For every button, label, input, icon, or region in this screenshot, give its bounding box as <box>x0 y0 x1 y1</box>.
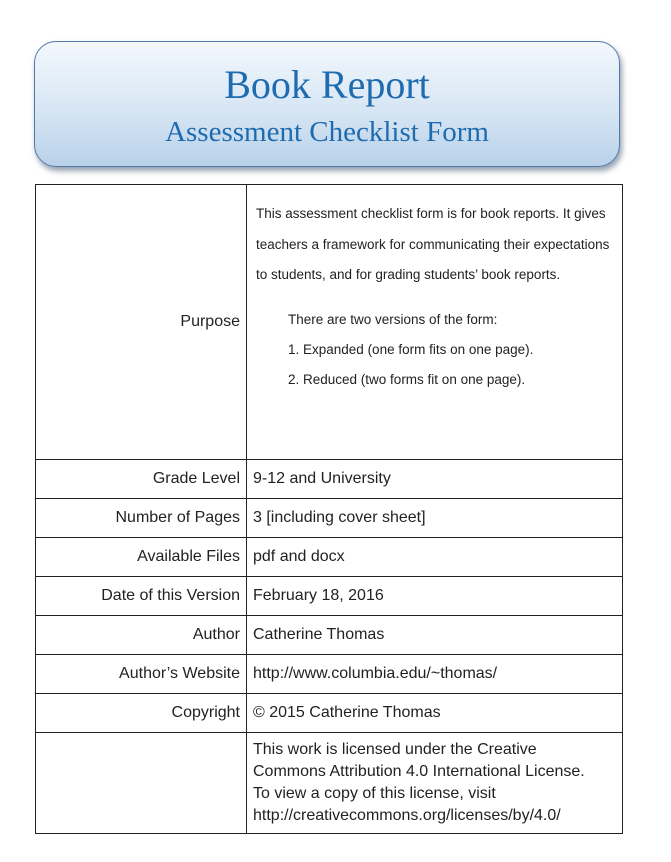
row-label: Grade Level <box>36 460 247 499</box>
row-label: Date of this Version <box>36 577 247 616</box>
row-value: Catherine Thomas <box>247 616 623 655</box>
versions-block <box>288 305 622 395</box>
table-row-authors-website <box>36 655 623 694</box>
license-link[interactable]: http://creativecommons.org/licenses/by/4.0/ <box>253 807 561 824</box>
table-row-copyright <box>36 694 623 733</box>
license-label-empty <box>36 733 247 834</box>
document-title: Book Report <box>224 62 430 107</box>
license-text <box>253 737 622 829</box>
row-value: pdf and docx <box>247 538 623 577</box>
license-line: This work is licensed under the Creative <box>253 741 537 758</box>
row-value: 3 [including cover sheet] <box>247 499 623 538</box>
table-row-available-files <box>36 538 623 577</box>
table-row-author <box>36 616 623 655</box>
row-value: © 2015 Catherine Thomas <box>247 694 623 733</box>
table-row-grade-level <box>36 460 623 499</box>
info-table <box>35 184 623 834</box>
version-item: 1. Expanded (one form fits on one page). <box>288 341 534 357</box>
row-label: Author’s Website <box>36 655 247 694</box>
title-banner <box>34 41 620 167</box>
purpose-cell <box>247 185 623 460</box>
row-label: Number of Pages <box>36 499 247 538</box>
document-subtitle: Assessment Checklist Form <box>165 116 489 148</box>
table-row-purpose <box>36 185 623 460</box>
table-row-license <box>36 733 623 834</box>
table-row-number-of-pages <box>36 499 623 538</box>
purpose-description: This assessment checklist form is for book reports. It gives teachers a framework for communicating their expectations to students, and for grading students’ book reports. <box>256 206 610 282</box>
license-line: To view a copy of this license, visit <box>253 785 496 802</box>
table-row-date-of-version <box>36 577 623 616</box>
row-value: February 18, 2016 <box>247 577 623 616</box>
version-item: 2. Reduced (two forms fit on one page). <box>288 371 526 387</box>
row-value: 9-12 and University <box>247 460 623 499</box>
row-label: Available Files <box>36 538 247 577</box>
purpose-label: Purpose <box>36 185 247 460</box>
versions-intro: There are two versions of the form: <box>288 311 498 327</box>
row-label: Author <box>36 616 247 655</box>
license-cell <box>247 733 623 834</box>
website-link[interactable]: http://www.columbia.edu/~thomas/ <box>247 655 623 694</box>
license-line: Commons Attribution 4.0 International License. <box>253 763 585 780</box>
row-label: Copyright <box>36 694 247 733</box>
